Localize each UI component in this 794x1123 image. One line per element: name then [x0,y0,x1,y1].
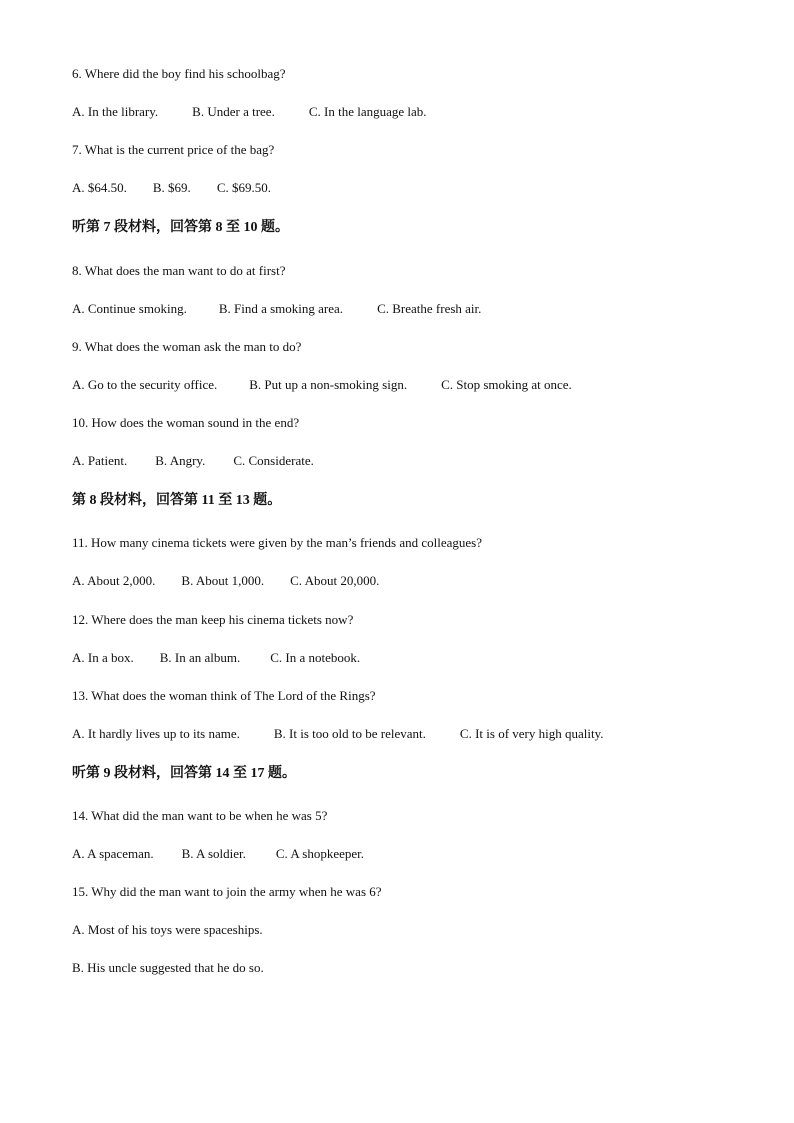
question-9: 9. What does the woman ask the man to do? [72,339,302,354]
question-6: 6. Where did the boy find his schoolbag? [72,66,286,81]
question-15: 15. Why did the man want to join the army when he was 6? [72,884,382,899]
option-b: B. Put up a non-smoking sign. [249,377,408,392]
question-8: 8. What does the man want to do at first? [72,263,286,278]
option-b: B. Angry. [155,453,206,468]
options-question-8 [72,301,481,317]
option-b: B. It is too old to be relevant. [273,726,426,741]
option-a: A. A spaceman. [72,846,154,861]
question-12: 12. Where does the man keep his cinema tickets now? [72,612,354,627]
options-question-10 [72,453,314,469]
option-c: C. About 20,000. [290,573,380,588]
options-question-13 [72,726,604,742]
option-c: C. A shopkeeper. [275,846,364,861]
options-question-11 [72,573,379,589]
option-c: C. $69.50. [216,180,271,195]
option-c: C. In a notebook. [270,650,361,665]
option-c: C. Stop smoking at once. [441,377,572,392]
question-14: 14. What did the man want to be when he was 5? [72,808,328,823]
options-question-12 [72,650,360,666]
option-a: A. Patient. [72,453,128,468]
question-7: 7. What is the current price of the bag? [72,142,275,157]
option-a: A. In a box. [72,650,134,665]
section-heading-9: 听第 9 段材料，回答第 14 至 17 题。 [72,766,296,781]
option-a: A. $64.50. [72,180,127,195]
option-a: A. Go to the security office. [72,377,218,392]
option-b: B. About 1,000. [181,573,265,588]
options-question-7 [72,180,271,196]
option-a: A. About 2,000. [72,573,156,588]
options-question-6 [72,104,427,120]
question-11: 11. How many cinema tickets were given by the man’s friends and colleagues? [72,535,482,550]
options-question-9 [72,377,572,393]
option-c: C. Considerate. [233,453,314,468]
option-b: B. In an album. [159,650,241,665]
section-heading-8: 第 8 段材料，回答第 11 至 13 题。 [72,493,282,508]
option-a: A. It hardly lives up to its name. [72,726,240,741]
option-c: C. Breathe fresh air. [377,301,482,316]
section-heading-7: 听第 7 段材料，回答第 8 至 10 题。 [72,220,289,235]
option-a: A. In the library. [72,104,159,119]
option-c: C. In the language lab. [308,104,427,119]
question-10: 10. How does the woman sound in the end? [72,415,300,430]
option-b: B. A soldier. [181,846,246,861]
option-c: C. It is of very high quality. [459,726,604,741]
option-a: A. Continue smoking. [72,301,187,316]
option-b: B. Find a smoking area. [218,301,344,316]
option-b: B. $69. [152,180,191,195]
option-b: B. Under a tree. [192,104,275,119]
options-question-14 [72,846,364,862]
option-b-question-15: B. His uncle suggested that he do so. [72,960,264,975]
question-13: 13. What does the woman think of The Lord of the Rings? [72,688,376,703]
option-a-question-15: A. Most of his toys were spaceships. [72,922,263,937]
